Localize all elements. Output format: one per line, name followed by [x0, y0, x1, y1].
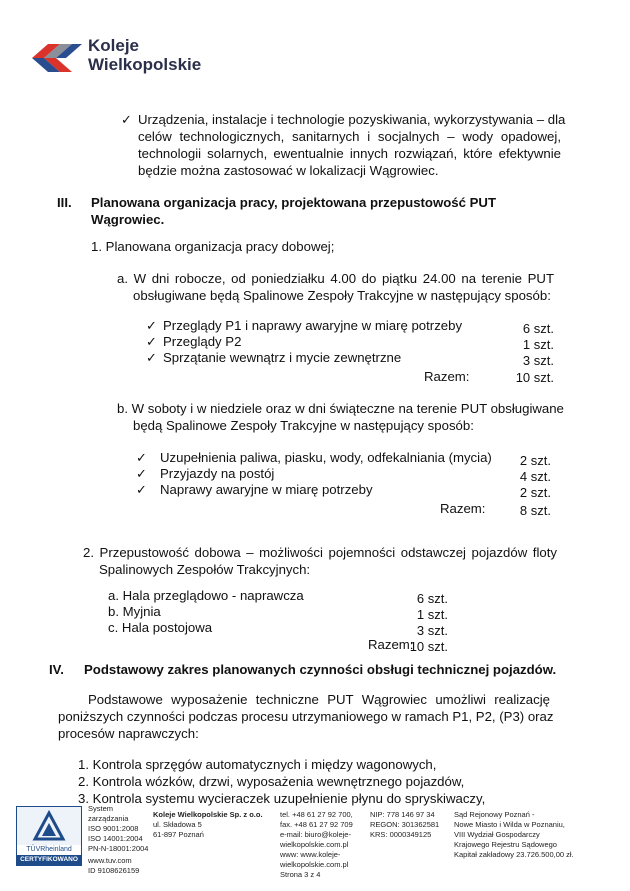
list-item: Przeglądy P2 — [163, 334, 242, 349]
list-item: 1. Kontrola sprzęgów automatycznych i między wagonowych, — [78, 757, 437, 772]
quantity: 6 szt. — [416, 591, 448, 606]
quantity: 3 szt. — [416, 623, 448, 638]
system-certifications: System zarządzania ISO 9001:2008 ISO 14001:2004 PN-N-18001:2004 — [88, 804, 149, 853]
tuv-certification-badge — [16, 806, 82, 866]
quantity: 2 szt. — [519, 485, 551, 500]
checkmark-icon: ✓ — [121, 112, 133, 127]
list-item: Przyjazdy na postój — [160, 466, 275, 481]
list-item: 2. Kontrola wózków, drzwi, wyposażenia wewnętrznego pojazdów, — [78, 774, 465, 789]
intro-line-2: celów technologicznych, sanitarnych i socjalnych – wody opadowej, — [138, 129, 561, 144]
list-item: c. Hala postojowa — [108, 620, 213, 635]
section-4-number: IV. — [49, 662, 64, 677]
list-item: Sprzątanie wewnątrz i mycie zewnętrzne — [163, 350, 402, 365]
koleje-wielkopolskie-logo-icon — [32, 40, 82, 76]
tuv-cert-label: CERTYFIKOWANO — [17, 855, 81, 865]
section-3-title-line-1: Planowana organizacja pracy, projektowana przepustowość PUT — [91, 195, 497, 210]
tuv-name: TÜVRheinland — [26, 846, 72, 853]
company-address: Koleje Wielkopolskie Sp. z o.o. ul. Składowa 5 61-897 Poznań — [153, 810, 263, 839]
court-registration: Sąd Rejonowy Poznań - Nowe Miasto i Wilda w Poznaniu, VIII Wydział Gospodarczy Krajowego Rejestru Sądowego Kapitał zakładowy 23.726.500,00 zł. — [454, 810, 574, 859]
section-3-title-line-2: Wągrowiec. — [91, 212, 165, 227]
list-item: Uzupełnienia paliwa, piasku, wody, odfekalniania (mycia) — [160, 450, 492, 465]
intro-line-1: Urządzenia, instalacje i technologie pozyskiwania, wykorzystywania – dla — [138, 112, 566, 127]
company-logo — [32, 36, 232, 80]
brand-line-1: Koleje — [88, 36, 140, 55]
item-1b-line-2: będą Spalinowe Zespoły Trakcyjne w następujący sposób: — [133, 418, 474, 433]
total-label: Razem: — [368, 637, 414, 652]
list-item: 3. Kontrola systemu wycieraczek uzupełnienie płynu do spryskiwaczy, — [78, 791, 486, 806]
list-item: Przeglądy P1 i naprawy awaryjne w miarę potrzeby — [163, 318, 463, 333]
tuv-triangle-icon — [17, 807, 81, 845]
item-1b-line-1: b. W soboty i w niedziele oraz w dni świąteczne na terenie PUT obsługiwane — [117, 401, 564, 416]
section-3-item-2-line-1: 2. Przepustowość dobowa – możliwości pojemności odstawczej pojazdów floty — [83, 545, 557, 560]
company-registration-ids: NIP: 778 146 97 34 REGON: 301362581 KRS: 0000349125 — [370, 810, 440, 839]
list-item: Naprawy awaryjne w miarę potrzeby — [160, 482, 373, 497]
checkmark-icon: ✓ — [146, 334, 158, 349]
checkmark-icon: ✓ — [146, 318, 158, 333]
section-4-para-line-3: procesów naprawczych: — [58, 726, 199, 741]
quantity: 1 szt. — [416, 607, 448, 622]
total-quantity: 10 szt. — [409, 639, 448, 654]
checkmark-icon: ✓ — [136, 450, 148, 465]
brand-name — [88, 36, 201, 74]
company-contact: tel. +48 61 27 92 700, fax. +48 61 27 92 709 e-mail: biuro@koleje- wielkopolskie.com.pl www: www.koleje- wielkopolskie.com.pl Strona 3 z 4 — [280, 810, 353, 879]
quantity: 2 szt. — [519, 453, 551, 468]
checkmark-icon: ✓ — [146, 350, 158, 365]
quantity: 4 szt. — [519, 469, 551, 484]
item-1a-line-2: obsługiwane będą Spalinowe Zespoły Trakcyjne w następujący sposób: — [133, 288, 551, 303]
brand-line-2: Wielkopolskie — [88, 55, 202, 74]
quantity: 6 szt. — [522, 321, 554, 336]
section-3-item-2-line-2: Spalinowych Zespołów Trakcyjnych: — [99, 562, 311, 577]
checkmark-icon: ✓ — [136, 482, 148, 497]
quantity: 1 szt. — [522, 337, 554, 352]
tuv-web-info: www.tuv.com ID 9108626159 — [88, 856, 140, 875]
section-3-item-1-label: 1. Planowana organizacja pracy dobowej; — [91, 239, 335, 254]
checkmark-icon: ✓ — [136, 466, 148, 481]
item-1a-line-1: a. W dni robocze, od poniedziałku 4.00 do piątku 24.00 na terenie PUT — [117, 271, 554, 286]
list-item: a. Hala przeglądowo - naprawcza — [108, 588, 304, 603]
total-quantity: 10 szt. — [515, 370, 554, 385]
total-quantity: 8 szt. — [519, 503, 551, 518]
section-4-title: Podstawowy zakres planowanych czynności obsługi technicznej pojazdów. — [84, 662, 557, 677]
section-4-para-line-2: poniższych czynności podczas procesu utrzymaniowego w ramach P1, P2, (P3) oraz — [58, 709, 554, 724]
intro-line-4: będzie można zastosować w lokalizacji Wągrowiec. — [138, 163, 439, 178]
total-label: Razem: — [424, 369, 470, 384]
total-label: Razem: — [440, 501, 486, 516]
quantity: 3 szt. — [522, 353, 554, 368]
intro-line-3: technologii solarnych, ewentualnie innych rozwiązań, które efektywnie — [138, 146, 561, 161]
list-item: b. Myjnia — [108, 604, 161, 619]
section-4-para-line-1: Podstawowe wyposażenie techniczne PUT Wągrowiec umożliwi realizację — [88, 692, 550, 707]
section-3-number: III. — [57, 195, 72, 210]
page-number: Strona 3 z 4 — [280, 870, 321, 879]
